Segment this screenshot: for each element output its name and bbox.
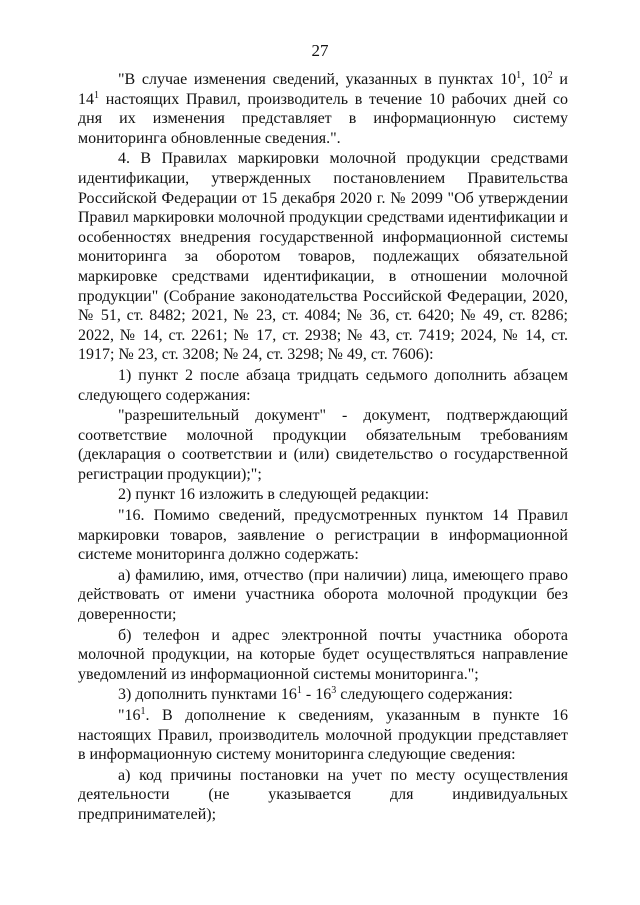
document-body	[78, 70, 568, 825]
paragraph-point-16-b: б) телефон и адрес электронной почты участника оборота молочной продукции, на которые будет осуществляться направление уведомлений из информационной системы мониторинга.";	[78, 626, 568, 683]
paragraph-point-16-a: а) фамилию, имя, отчество (при наличии) лица, имеющего право действовать от имени участника оборота молочной продукции без доверенности;	[78, 566, 568, 624]
paragraph-point-16-1: "$16^1$. В дополнение к сведениям, указанным в пункте 16 настоящих Правил, производитель молочной продукции представляет в информационную систему мониторинга следующие сведения:	[78, 706, 568, 764]
paragraph-item-4: 4. В Правилах маркировки молочной продукции средствами идентификации, утвержденных постановлением Правительства Российской Федерации от 15 декабря 2020 г. № 2099 "Об утверждении Правил маркировки молочной продукции средствами идентификации и особенностях внедрения государственной информационной системы мониторинга за оборотом товаров, подлежащих обязательной маркировке средствами идентификации, в отношении молочной продукции" (Собрание законодательства Российской Федерации, 2020, № 51, ст. 8482; 2021, № 23, ст. 4084; № 36, ст. 6420; № 49, ст. 8286; 2022, № 14, ст. 2261; № 17, ст. 2938; № 43, ст. 7419; 2024, № 14, ст. 1917; № 23, ст. 3208; № 24, ст. 3298; № 49, ст. 7606):	[78, 150, 568, 364]
paragraph-point-16: "16. Помимо сведений, предусмотренных пунктом 14 Правил маркировки товаров, заявление о регистрации в информационной системе мониторинга должно содержать:	[78, 507, 568, 564]
paragraph-permit-definition: "разрешительный документ" - документ, подтверждающий соответствие молочной продукции обязательным требованиям (декларация о соответствии и (или) свидетельство о государственной регистрации продукции);";	[78, 407, 568, 483]
paragraph-subitem-1: 1) пункт 2 после абзаца тридцать седьмого дополнить абзацем следующего содержания:	[78, 366, 568, 404]
paragraph-subitem-2: 2) пункт 16 изложить в следующей редакции:	[118, 486, 430, 504]
paragraph-point-16-1-a: а) код причины постановки на учет по месту осуществления деятельности (не указывается для индивидуальных предпринимателей);	[78, 766, 568, 823]
paragraph-amendment-quote: "В случае изменения сведений, указанных в пунктах $10^1$, $10^2$ и $14^1$ настоящих Правил, производитель в течение 10 рабочих дней со дня их изменения представляет в информационную систему мониторинга обновленные сведения.".	[78, 70, 568, 147]
page-number: 27	[311, 41, 329, 60]
paragraph-subitem-3: 3) дополнить пунктами $16^1 - 16^3$ следующего содержания:	[118, 685, 513, 704]
